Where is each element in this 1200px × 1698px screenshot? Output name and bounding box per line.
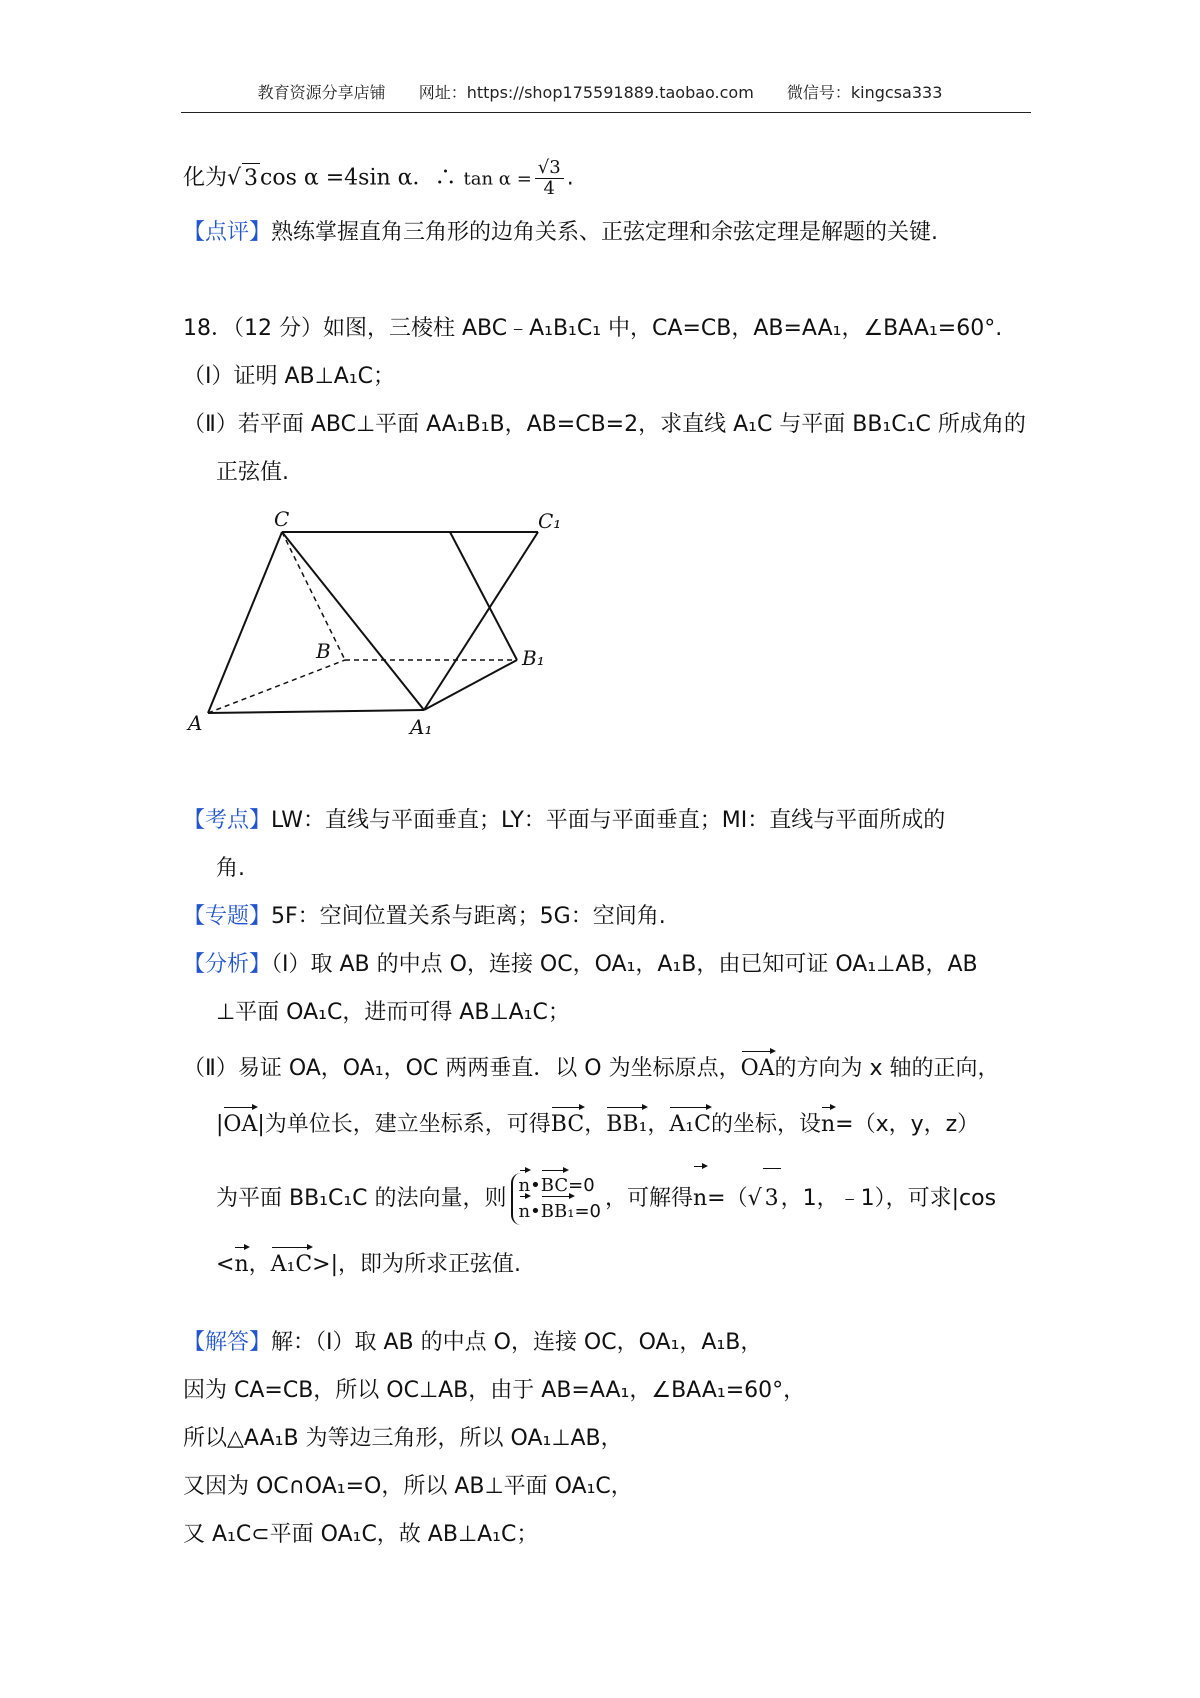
fenxi-tag: 【分析】	[183, 952, 272, 977]
edge-C1-B1	[450, 532, 517, 660]
prev-lead: 化为	[183, 165, 228, 191]
vector-OA: OA	[741, 1054, 775, 1084]
zhuanti-line	[183, 902, 666, 932]
sys1-BC: BC	[541, 1173, 568, 1199]
problem-part-2-cont: 正弦值.	[216, 460, 289, 485]
header-rule	[181, 112, 1031, 113]
fenxi-line-5: 为平面 BB₁C₁C 的法向量，则 n•BC=0 n•BB₁=0 ，可解得n=（√ 3，1，﹣1），可求|cos	[216, 1168, 996, 1228]
fenxi-line4-c: =（x，y，z）	[835, 1112, 980, 1137]
fenxi-line5-b: ，可解得	[604, 1186, 693, 1211]
jieda-text-1: 解：（Ⅰ）取 AB 的中点 O，连接 OC，OA₁，A₁B，	[271, 1330, 763, 1355]
prev-tan: tan α =	[463, 168, 532, 190]
edge-A1-B1	[424, 660, 517, 710]
vector-BB1: BB₁	[606, 1110, 647, 1140]
label-A1: A₁	[410, 715, 433, 739]
label-B: B	[316, 639, 331, 663]
kaodian-tag: 【考点】	[183, 808, 272, 833]
edge-A-B-hidden	[208, 660, 345, 713]
equation-system: n•BC=0 n•BB₁=0	[511, 1173, 601, 1225]
sys1-n: n	[519, 1173, 531, 1199]
page-header	[0, 80, 1200, 103]
sys2-BB1: BB₁	[541, 1199, 575, 1225]
prism-figure	[170, 500, 590, 750]
frac-numerator: √3	[535, 158, 564, 179]
fenxi-line-6	[216, 1250, 521, 1280]
vector-A1C: A₁C	[669, 1110, 711, 1140]
vector-n-result: n	[693, 1169, 707, 1229]
vector-OA-norm: OA	[223, 1110, 257, 1140]
label-A: A	[188, 711, 203, 735]
edge-C-B-hidden	[282, 532, 345, 660]
fenxi-line6-c: >|，即为所求正弦值.	[312, 1252, 522, 1277]
sys1-rhs: =0	[568, 1175, 595, 1196]
header-shop: 教育资源分享店铺	[257, 83, 386, 102]
kaodian-line	[183, 806, 945, 836]
label-C: C	[274, 507, 290, 531]
fenxi-line-2: ⊥平面 OA₁C，进而可得 AB⊥A₁C；	[216, 1000, 570, 1025]
problem-part-1: （Ⅰ）证明 AB⊥A₁C；	[183, 364, 396, 389]
prev-sqrt3: 3	[242, 163, 260, 194]
jieda-line-5: 又 A₁C⊂平面 OA₁C，故 AB⊥A₁C；	[183, 1522, 539, 1547]
fenxi-line3-b: 的方向为 x 轴的正向，	[774, 1056, 1000, 1081]
vector-BC: BC	[551, 1110, 584, 1140]
zhuanti-tag: 【专题】	[183, 904, 272, 929]
vector-n-cos: n	[234, 1250, 248, 1280]
jieda-tag: 【解答】	[183, 1330, 272, 1355]
header-wechat: 微信号：kingcsa333	[786, 83, 943, 102]
frac-denominator: 4	[543, 178, 555, 199]
fenxi-line-4: |OA|为单位长，建立坐标系，可得BC，BB₁，A₁C的坐标，设n=（x，y，z）	[216, 1110, 979, 1140]
fenxi-line6-b: ，	[248, 1252, 271, 1277]
kaodian-text: LW：直线与平面垂直；LY：平面与平面垂直；MI：直线与平面所成的	[271, 808, 946, 833]
fenxi-line3-a: （Ⅱ）易证 OA，OA₁，OC 两两垂直．以 O 为坐标原点，	[183, 1056, 741, 1081]
sys2-rhs: =0	[574, 1201, 601, 1222]
sqrt3-result: 3	[763, 1168, 781, 1229]
fenxi-line5-c: =（	[707, 1186, 748, 1211]
problem-part-2: （Ⅱ）若平面 ABC⊥平面 AA₁B₁B，AB=CB=2，求直线 A₁C 与平面 BB₁C₁C 所成角的	[183, 412, 1026, 437]
problem-line-1: 18．（12 分）如图，三棱柱 ABC﹣A₁B₁C₁ 中，CA=CB，AB=AA₁，∠BAA₁=60°.	[183, 316, 1003, 341]
vector-A1C-cos: A₁C	[271, 1250, 313, 1280]
edge-C-A1	[282, 532, 424, 710]
fenxi-line5-d: ，1，﹣1），可求|cos	[780, 1186, 997, 1211]
header-url: 网址：https://shop175591889.taobao.com	[418, 83, 754, 102]
jieda-line-1	[183, 1328, 762, 1358]
jieda-line-2: 因为 CA=CB，所以 OC⊥AB，由于 AB=AA₁，∠BAA₁=60°，	[183, 1378, 806, 1403]
fenxi-text-1: （Ⅰ）取 AB 的中点 O，连接 OC，OA₁，A₁B，由已知可证 OA₁⊥AB，AB	[271, 952, 978, 977]
fenxi-line-3	[183, 1054, 1000, 1084]
vector-n: n	[821, 1110, 835, 1140]
prev-cos-expr: cos α =4sin α．∴	[260, 165, 457, 191]
kaodian-cont: 角.	[216, 856, 245, 881]
prev-fraction	[535, 158, 564, 199]
edge-C-A	[208, 532, 282, 713]
prev-solution-line: 化为√ 3cos α =4sin α．∴ tan α = $\frac{√3}{4}$ .	[183, 157, 574, 199]
prev-end: .	[566, 165, 574, 191]
fenxi-line-1	[183, 950, 978, 980]
jieda-line-3: 所以△AA₁B 为等边三角形，所以 OA₁⊥AB，	[183, 1426, 623, 1451]
comment-tag: 【点评】	[183, 220, 272, 245]
fenxi-line4-a: 为单位长，建立坐标系，可得	[264, 1112, 551, 1137]
label-B1: B₁	[522, 646, 545, 670]
fenxi-line4-b: 的坐标，设	[710, 1112, 821, 1137]
sys2-n: n	[519, 1199, 531, 1225]
edge-A-A1	[208, 710, 424, 713]
fenxi-line6-a: <	[216, 1252, 235, 1277]
comment-text: 熟练掌握直角三角形的边角关系、正弦定理和余弦定理是解题的关键.	[271, 220, 939, 245]
fenxi-line5-a: 为平面 BB₁C₁C 的法向量，则	[216, 1186, 507, 1211]
edge-C1-A1	[424, 532, 538, 710]
zhuanti-text: 5F：空间位置关系与距离；5G：空间角.	[271, 904, 666, 929]
label-C1: C₁	[538, 509, 562, 533]
comment-line	[183, 218, 938, 248]
jieda-line-4: 又因为 OC∩OA₁=O，所以 AB⊥平面 OA₁C，	[183, 1474, 633, 1499]
